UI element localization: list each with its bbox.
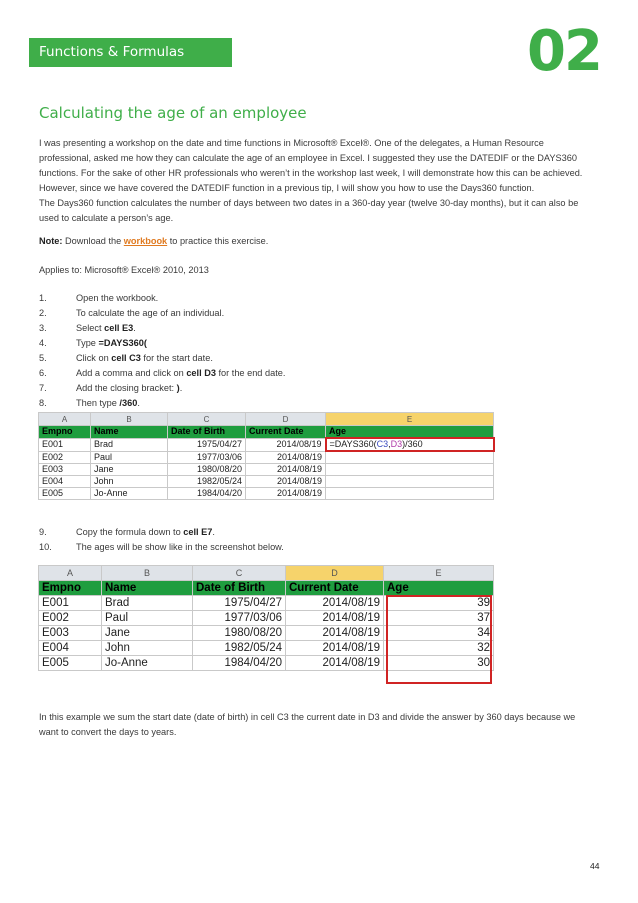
summary-line: want to convert the days to years. [39, 727, 177, 737]
column-header: A [39, 566, 102, 581]
step-item [39, 351, 599, 366]
intro-paragraph [39, 136, 599, 226]
cell-name: Brad [102, 596, 193, 611]
header-cell: Date of Birth [193, 581, 286, 596]
steps-list [39, 291, 599, 411]
cell-current-date: 2014/08/19 [246, 476, 326, 488]
header-cell: Date of Birth [168, 426, 246, 439]
cell-empno: E002 [39, 611, 102, 626]
step-item [39, 291, 599, 306]
intro-line: I was presenting a workshop on the date and time functions in Microsoft® Excel®. One of the delegates, a Human Resource [39, 138, 544, 148]
table-row [39, 488, 494, 500]
table-row [39, 464, 494, 476]
step-text: Click on [76, 353, 112, 363]
step-text: Then type [76, 398, 120, 408]
table-header-row [39, 581, 494, 596]
step-item [39, 336, 599, 351]
cell-dob: 1982/05/24 [193, 641, 286, 656]
step-text-post: . [133, 323, 136, 333]
step-text: Copy the formula down to [76, 527, 184, 537]
cell-age [326, 488, 494, 500]
cell-dob: 1980/08/20 [168, 464, 246, 476]
intro-line: However, since we have covered the DATEDIF function in a previous tip, I will show you how to use the Days360 function. [39, 183, 535, 193]
column-header-selected: E [326, 413, 494, 426]
step-text: The ages will be show like in the screenshot below. [76, 542, 284, 552]
step-number: 8. [39, 398, 47, 408]
cell-dob: 1975/04/27 [193, 596, 286, 611]
cell-name: John [102, 641, 193, 656]
note-line [39, 234, 599, 249]
step-number: 10. [39, 542, 52, 552]
formula-text-end: )/360 [402, 439, 423, 449]
step-bold: cell C3 [111, 353, 141, 363]
cell-empno: E003 [39, 464, 91, 476]
formula-ref-end: D3 [390, 439, 403, 449]
header-cell: Empno [39, 426, 91, 439]
step-item [39, 306, 599, 321]
cell-name: John [91, 476, 168, 488]
step-number: 3. [39, 323, 47, 333]
column-header: C [168, 413, 246, 426]
header-cell: Name [91, 426, 168, 439]
table-header-row [39, 426, 494, 439]
note-text-pre: Download the [62, 236, 124, 246]
cell-current-date: 2014/08/19 [286, 611, 384, 626]
header-cell: Age [326, 426, 494, 439]
note-text-post: to practice this exercise. [167, 236, 269, 246]
step-bold: cell D3 [186, 368, 216, 378]
step-bold: =DAYS360( [98, 338, 147, 348]
step-text-post: for the end date. [215, 368, 286, 378]
cell-age [326, 476, 494, 488]
header-cell: Current Date [246, 426, 326, 439]
cell-name: Jane [102, 626, 193, 641]
step-bold: cell E7 [183, 527, 213, 537]
step-item [39, 366, 599, 381]
step-bold: /360 [119, 398, 138, 408]
cell-current-date: 2014/08/19 [286, 656, 384, 671]
cell-empno: E004 [39, 641, 102, 656]
summary-line: In this example we sum the start date (date of birth) in cell C3 the current date in D3 and divide the answer by 360 days because we [39, 712, 576, 722]
column-header: B [91, 413, 168, 426]
cell-empno: E001 [39, 596, 102, 611]
step-number: 7. [39, 383, 47, 393]
step-text-post: for the start date. [140, 353, 213, 363]
formula-text: =DAYS360( [329, 439, 377, 449]
cell-dob: 1977/03/06 [168, 451, 246, 464]
cell-empno: E004 [39, 476, 91, 488]
article-title: Calculating the age of an employee [39, 104, 307, 122]
cell-dob: 1975/04/27 [168, 438, 246, 451]
step-number: 9. [39, 527, 47, 537]
table-row [39, 451, 494, 464]
cell-current-date: 2014/08/19 [246, 451, 326, 464]
header-cell: Empno [39, 581, 102, 596]
step-item [39, 540, 599, 555]
column-header-row [39, 413, 494, 426]
cell-name: Jo-Anne [91, 488, 168, 500]
intro-line: functions. For the sake of other HR professionals who weren’t in the workshop last week, I will demonstrate how this can be achieved. [39, 168, 583, 178]
cell-name: Jo-Anne [102, 656, 193, 671]
formula-separator: , [388, 439, 391, 449]
cell-current-date: 2014/08/19 [246, 488, 326, 500]
cell-empno: E002 [39, 451, 91, 464]
cell-age: 39 [384, 596, 494, 611]
step-text: Add the closing bracket: [76, 383, 177, 393]
intro-line: professional, asked me how they can calculate the age of an employee in Excel. I suggested they use the DATEDIF or the DAYS360 [39, 153, 577, 163]
workbook-link[interactable]: workbook [123, 236, 168, 246]
step-number: 1. [39, 293, 47, 303]
cell-name: Jane [91, 464, 168, 476]
cell-name: Paul [91, 451, 168, 464]
note-label: Note: [39, 236, 63, 246]
step-item [39, 525, 599, 540]
cell-current-date: 2014/08/19 [286, 626, 384, 641]
step-text: Select [76, 323, 105, 333]
section-banner: Functions & Formulas [29, 38, 232, 67]
step-text-post: . [179, 383, 183, 393]
step-number: 2. [39, 308, 47, 318]
cell-dob: 1980/08/20 [193, 626, 286, 641]
formula-cell [326, 438, 494, 451]
column-header: D [246, 413, 326, 426]
cell-empno: E001 [39, 438, 91, 451]
cell-empno: E005 [39, 656, 102, 671]
spreadsheet-formula-screenshot [38, 412, 495, 500]
cell-age: 30 [384, 656, 494, 671]
cell-current-date: 2014/08/19 [246, 464, 326, 476]
cell-dob: 1982/05/24 [168, 476, 246, 488]
step-bold: cell E3 [104, 323, 134, 333]
cell-empno: E003 [39, 626, 102, 641]
header-cell: Age [384, 581, 494, 596]
header-cell: Current Date [286, 581, 384, 596]
formula-ref-start: C3 [376, 439, 389, 449]
step-text-post: . [137, 398, 140, 408]
chapter-number: 02 [527, 19, 601, 84]
step-bold: ) [176, 383, 180, 393]
applies-to: Applies to: Microsoft® Excel® 2010, 2013 [39, 265, 209, 275]
column-header-row [39, 566, 494, 581]
cell-name: Paul [102, 611, 193, 626]
cell-current-date: 2014/08/19 [246, 438, 326, 451]
age-column-highlight [386, 595, 492, 684]
step-number: 5. [39, 353, 47, 363]
column-header: B [102, 566, 193, 581]
step-number: 6. [39, 368, 47, 378]
summary-paragraph [39, 710, 599, 740]
cell-current-date: 2014/08/19 [286, 596, 384, 611]
table-row [39, 476, 494, 488]
step-text: Add a comma and click on [76, 368, 187, 378]
cell-age [326, 464, 494, 476]
step-text-post: . [212, 527, 215, 537]
step-item [39, 321, 599, 336]
step-item [39, 381, 599, 396]
step-text: Type [76, 338, 99, 348]
cell-dob: 1984/04/20 [168, 488, 246, 500]
cell-age [326, 451, 494, 464]
intro-line: The Days360 function calculates the number of days between two dates in a 360-day year (twelve 30-day months), but it can also be [39, 198, 579, 208]
cell-age: 32 [384, 641, 494, 656]
column-header: C [193, 566, 286, 581]
page-number: 44 [590, 861, 600, 871]
table-row [39, 438, 494, 451]
step-number: 4. [39, 338, 47, 348]
column-header-selected: D [286, 566, 384, 581]
intro-line: used to calculate a person’s age. [39, 213, 174, 223]
cell-empno: E005 [39, 488, 91, 500]
cell-dob: 1977/03/06 [193, 611, 286, 626]
cell-age: 37 [384, 611, 494, 626]
cell-current-date: 2014/08/19 [286, 641, 384, 656]
steps-list-continued [39, 525, 599, 555]
step-item [39, 396, 599, 411]
column-header: A [39, 413, 91, 426]
cell-dob: 1984/04/20 [193, 656, 286, 671]
header-cell: Name [102, 581, 193, 596]
cell-name: Brad [91, 438, 168, 451]
step-text: Open the workbook. [76, 293, 159, 303]
step-text: To calculate the age of an individual. [76, 308, 225, 318]
cell-age: 34 [384, 626, 494, 641]
column-header: E [384, 566, 494, 581]
